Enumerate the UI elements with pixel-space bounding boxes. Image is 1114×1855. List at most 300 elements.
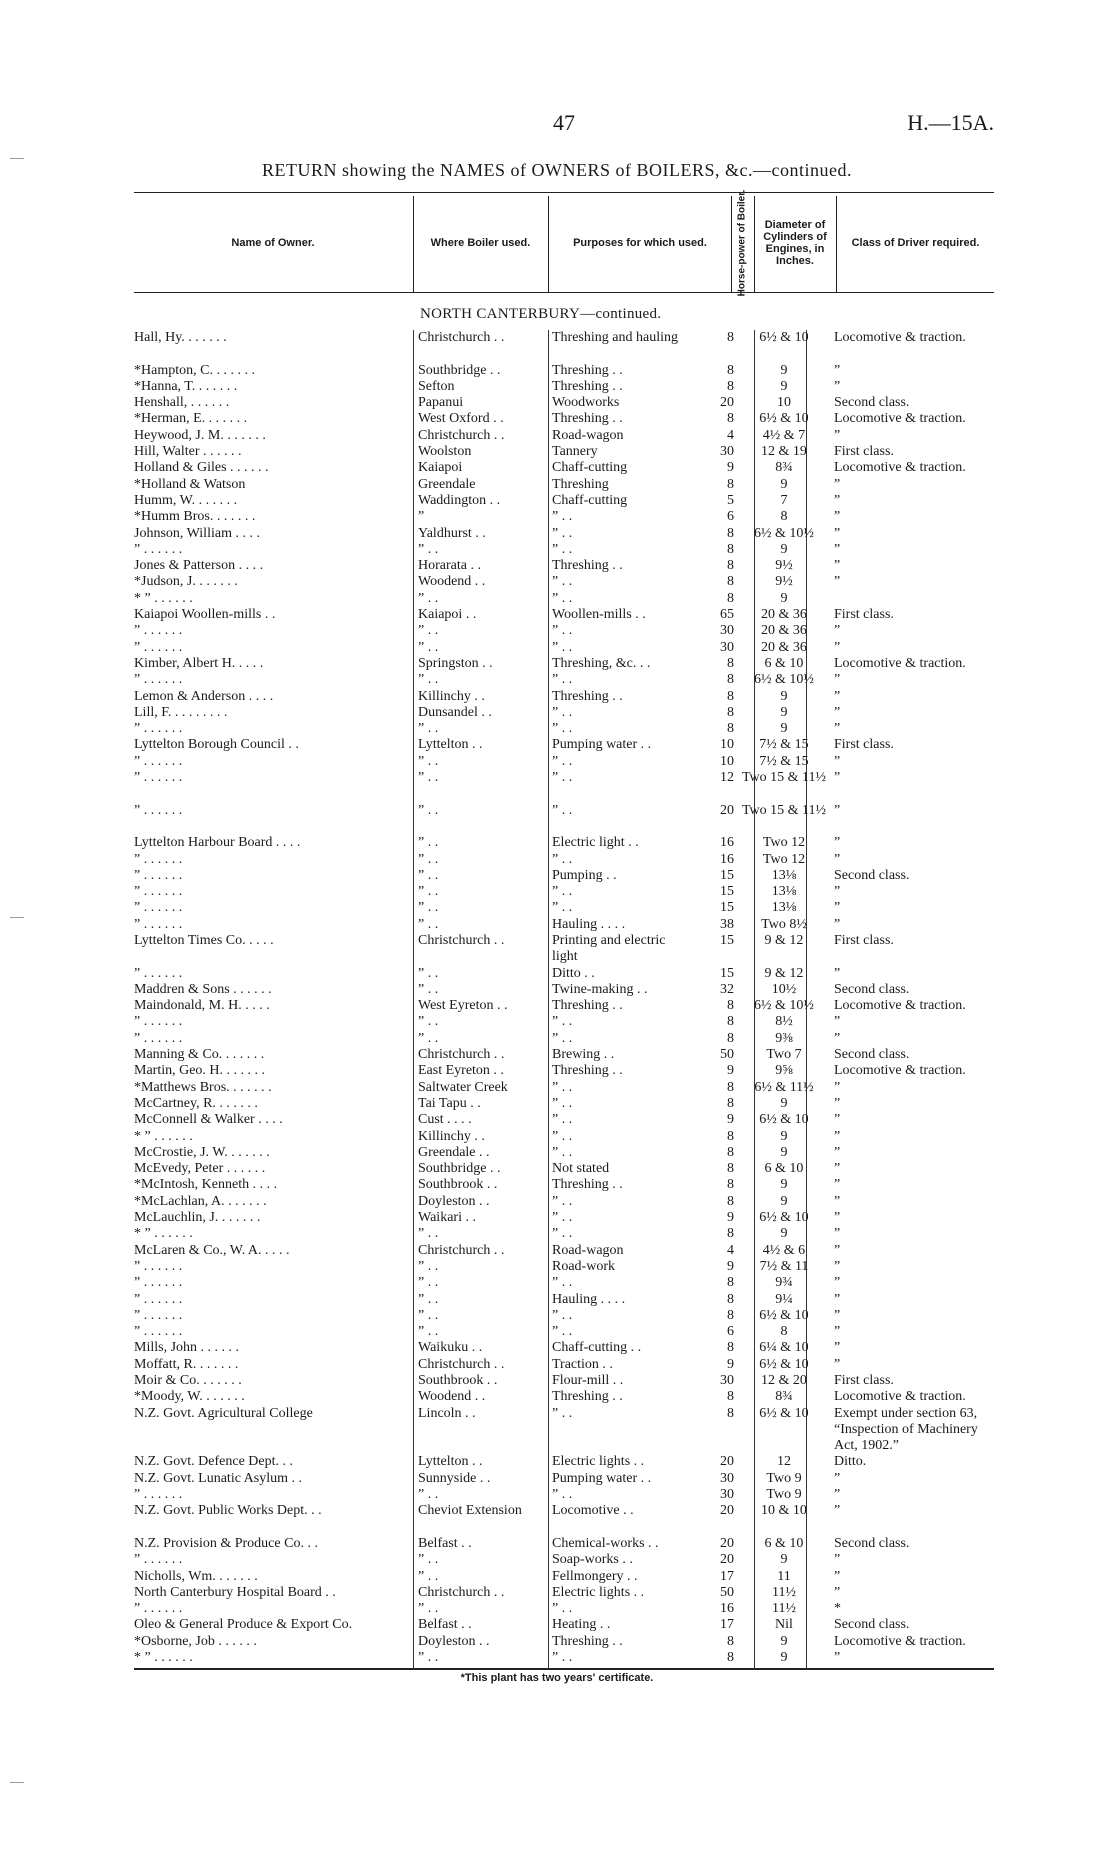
col-header-cylinders: Diameter of Cylinders of Engines, in Inches. (763, 219, 827, 267)
purpose-cell: Threshing . . (552, 558, 623, 574)
cylinder-diameter-cell: 6¼ & 10 (759, 1340, 809, 1356)
cylinder-diameter-cell: 6 & 10 (764, 655, 804, 671)
table-row (134, 1031, 994, 1047)
cylinder-diameter-cell: 8¾ (775, 1389, 793, 1405)
horse-power-cell: 8 (727, 1193, 734, 1209)
col-header-purpose: Purposes for which used. (573, 237, 707, 249)
horse-power-cell: 8 (727, 721, 734, 737)
horse-power-cell: 8 (727, 1128, 734, 1144)
where-used-cell: Christchurch . . (418, 427, 505, 443)
purpose-cell: Threshing . . (552, 1389, 623, 1405)
cylinder-diameter-cell: 9 (780, 1144, 788, 1160)
owners-table (134, 330, 994, 1666)
purpose-cell: Twine-making . . (552, 981, 648, 997)
cylinder-diameter-cell: 10 (777, 395, 791, 411)
table-row (134, 884, 994, 900)
table-row (134, 966, 994, 982)
table-row (134, 1634, 994, 1650)
where-used-cell: ” . . (418, 753, 439, 769)
purpose-cell: ” . . (552, 541, 573, 557)
driver-class-cell: ” (834, 1161, 841, 1177)
cylinder-diameter-cell: 6½ & 11½ (754, 1079, 814, 1095)
table-row (134, 672, 994, 688)
horse-power-cell: 30 (720, 1487, 734, 1503)
driver-class-cell: ” (834, 721, 841, 737)
driver-class-cell: ” (834, 1079, 841, 1095)
purpose-cell: Electric lights . . (552, 1454, 645, 1470)
cylinder-diameter-cell: 9 (780, 541, 788, 557)
horse-power-cell: 8 (727, 362, 734, 378)
driver-class-cell: Second class. (834, 1535, 910, 1551)
purpose-cell: Threshing, &c. . . (552, 655, 651, 671)
where-used-cell: Christchurch . . (418, 1584, 505, 1600)
where-used-cell: Woolston (418, 444, 472, 460)
purpose-cell: ” . . (552, 672, 573, 688)
purpose-cell: ” . . (552, 1210, 573, 1226)
table-row (134, 574, 994, 590)
purpose-cell: ” . . (552, 1405, 573, 1421)
table-row (134, 1389, 994, 1405)
purpose-cell: Traction . . (552, 1356, 613, 1372)
driver-class-cell: ” (834, 770, 841, 786)
where-used-cell: Lyttelton . . (418, 737, 483, 753)
purpose-cell: Not stated (552, 1161, 610, 1177)
table-row (134, 917, 994, 933)
purpose-cell: ” . . (552, 1307, 573, 1323)
horse-power-cell: 15 (720, 900, 734, 916)
purpose-cell: ” . . (552, 1014, 573, 1030)
where-used-cell: Springston . . (418, 655, 493, 671)
purpose-cell: ” . . (552, 851, 573, 867)
where-used-cell: Waddington . . (418, 492, 501, 508)
where-used-cell: ” . . (418, 1552, 439, 1568)
horse-power-cell: 6 (727, 509, 734, 525)
cylinder-diameter-cell: 10 & 10 (761, 1503, 807, 1519)
owner-name-cell: ” . . . . . . (134, 1552, 183, 1568)
horse-power-cell: 9 (727, 1112, 734, 1128)
table-row (134, 1226, 994, 1242)
purpose-cell: ” . . (552, 1487, 573, 1503)
page-number: 47 (553, 110, 575, 135)
where-used-cell: Doyleston . . (418, 1633, 490, 1649)
where-used-cell: Tai Tapu . . (418, 1095, 481, 1111)
owner-name-cell: McCartney, R. . . . . . . (134, 1095, 258, 1111)
owner-name-cell: Moffatt, R. . . . . . . (134, 1356, 239, 1372)
owner-name-cell: Lemon & Anderson . . . . (134, 688, 274, 704)
horse-power-cell: 17 (720, 1568, 734, 1584)
purpose-cell: ” . . (552, 802, 573, 818)
table-row (134, 1569, 994, 1585)
purpose-cell: Threshing . . (552, 1633, 623, 1649)
driver-class-cell: ” (834, 525, 841, 541)
driver-class-cell: ” (834, 1356, 841, 1372)
table-row (134, 721, 994, 737)
cylinder-diameter-cell: 13⅛ (771, 867, 797, 883)
purpose-cell: Threshing . . (552, 1177, 623, 1193)
cylinder-diameter-cell: 7½ & 11 (759, 1258, 809, 1274)
margin-mark (10, 917, 24, 918)
driver-class-cell: ” (834, 427, 841, 443)
cylinder-diameter-cell: 9 (780, 1095, 788, 1111)
horse-power-cell: 8 (727, 541, 734, 557)
horse-power-cell: 20 (720, 1454, 734, 1470)
horse-power-cell: 20 (720, 395, 734, 411)
owner-name-cell: Lyttelton Borough Council . . (134, 737, 299, 753)
horse-power-cell: 5 (727, 492, 734, 508)
purpose-cell: Woodworks (552, 395, 620, 411)
cylinder-diameter-cell: 6½ & 10 (759, 1210, 809, 1226)
owner-name-cell: *Matthews Bros. . . . . . . (134, 1079, 272, 1095)
driver-class-cell: ” (834, 1030, 841, 1046)
table-row (134, 1292, 994, 1308)
driver-class-cell: ” (834, 1503, 841, 1519)
driver-class-cell: ” (834, 1258, 841, 1274)
driver-class-cell: ” (834, 558, 841, 574)
horse-power-cell: 17 (720, 1617, 734, 1633)
purpose-cell: Electric light . . (552, 835, 639, 851)
driver-class-cell: Locomotive & traction. (834, 998, 966, 1014)
purpose-cell: Tannery (552, 444, 598, 460)
driver-class-cell: First class. (834, 607, 894, 623)
purpose-cell: Threshing . . (552, 1063, 623, 1079)
purpose-cell: Threshing . . (552, 378, 623, 394)
cylinder-diameter-cell: 6½ & 10½ (754, 525, 814, 541)
horse-power-cell: 8 (727, 655, 734, 671)
where-used-cell: West Eyreton . . (418, 998, 508, 1014)
purpose-cell: ” . . (552, 623, 573, 639)
owner-name-cell: Lyttelton Times Co. . . . . (134, 932, 274, 948)
owner-name-cell: N.Z. Provision & Produce Co. . . (134, 1535, 318, 1551)
horse-power-cell: 8 (727, 1405, 734, 1421)
driver-class-cell: ” (834, 1112, 841, 1128)
table-row (134, 477, 994, 493)
driver-class-cell: ” (834, 835, 841, 851)
owner-name-cell: Lill, F. . . . . . . . . (134, 704, 228, 720)
driver-class-cell: Locomotive & traction. (834, 460, 966, 476)
horse-power-cell: 16 (720, 851, 734, 867)
purpose-cell: Road-wagon (552, 427, 624, 443)
purpose-cell: ” . . (552, 1128, 573, 1144)
purpose-cell: Threshing . . (552, 688, 623, 704)
table-row (134, 640, 994, 656)
purpose-cell: Threshing and hauling (552, 330, 678, 345)
horse-power-cell: 8 (727, 411, 734, 427)
purpose-cell: Pumping water . . (552, 1470, 652, 1486)
owner-name-cell: ” . . . . . . (134, 639, 183, 655)
owner-name-cell: * ” . . . . . . (134, 1128, 193, 1144)
cylinder-diameter-cell: 9½ (775, 574, 793, 590)
horse-power-cell: 65 (720, 607, 734, 623)
owner-name-cell: McEvedy, Peter . . . . . . (134, 1161, 266, 1177)
table-row (134, 558, 994, 574)
where-used-cell: ” . . (418, 1568, 439, 1584)
cylinder-diameter-cell: Two 9 (766, 1470, 802, 1486)
driver-class-cell: ” (834, 688, 841, 704)
where-used-cell: Christchurch . . (418, 932, 505, 948)
table-row (134, 705, 994, 721)
owner-name-cell: Oleo & General Produce & Export Co. (134, 1617, 353, 1633)
purpose-cell: ” . . (552, 574, 573, 590)
purpose-cell: Chaff-cutting . . (552, 1340, 642, 1356)
purpose-cell: Threshing . . (552, 362, 623, 378)
margin-mark (10, 1782, 24, 1783)
where-used-cell: Cheviot Extension (418, 1503, 522, 1519)
where-used-cell: Killinchy . . (418, 688, 485, 704)
where-used-cell: Kaiapoi (418, 460, 463, 476)
where-used-cell: ” . . (418, 851, 439, 867)
where-used-cell: ” . . (418, 835, 439, 851)
table-row (134, 411, 994, 427)
table-row (134, 1487, 994, 1503)
cylinder-diameter-cell: 9⅝ (775, 1063, 793, 1079)
table-row (134, 1308, 994, 1324)
driver-class-cell: ” (834, 1568, 841, 1584)
horse-power-cell: 12 (720, 770, 734, 786)
where-used-cell: ” . . (418, 639, 439, 655)
driver-class-cell: ” (834, 900, 841, 916)
table-row (134, 737, 994, 753)
table-row (134, 1177, 994, 1193)
driver-class-cell: ” (834, 1340, 841, 1356)
horse-power-cell: 8 (727, 378, 734, 394)
where-used-cell: ” . . (418, 590, 439, 606)
owner-name-cell: N.Z. Govt. Defence Dept. . . (134, 1454, 294, 1470)
driver-class-cell: ” (834, 623, 841, 639)
purpose-cell: ” . . (552, 1193, 573, 1209)
table-row (134, 900, 994, 916)
table-row (134, 460, 994, 476)
purpose-cell: Pumping water . . (552, 737, 652, 753)
table-row (134, 1145, 994, 1161)
cylinder-diameter-cell: 20 & 36 (761, 607, 807, 623)
horse-power-cell: 8 (727, 476, 734, 492)
where-used-cell: Waikari . . (418, 1210, 476, 1226)
owner-name-cell: Holland & Giles . . . . . . (134, 460, 269, 476)
col-header-hp-text: Horse-power of Boiler. (736, 189, 748, 297)
owner-name-cell: ” . . . . . . (134, 1030, 183, 1046)
owner-name-cell: N.Z. Govt. Public Works Dept. . . (134, 1503, 322, 1519)
table-row (134, 1601, 994, 1617)
table-row (134, 1112, 994, 1128)
where-used-cell: ” . . (418, 802, 439, 818)
purpose-cell: Hauling . . . . (552, 1291, 626, 1307)
margin-mark (10, 158, 24, 159)
table-row (134, 1210, 994, 1226)
cylinder-diameter-cell: 12 (777, 1454, 791, 1470)
horse-power-cell: 8 (727, 1291, 734, 1307)
driver-class-cell: Second class. (834, 1047, 910, 1063)
section-heading: NORTH CANTERBURY—continued. (420, 306, 662, 322)
driver-class-cell: Second class. (834, 981, 910, 997)
owner-name-cell: ” . . . . . . (134, 541, 183, 557)
driver-class-cell: Second class. (834, 1617, 910, 1633)
table-row (134, 1129, 994, 1145)
owner-name-cell: *McIntosh, Kenneth . . . . (134, 1177, 278, 1193)
driver-class-cell: ” (834, 753, 841, 769)
cylinder-diameter-cell: 8½ (775, 1014, 793, 1030)
driver-class-cell: First class. (834, 444, 894, 460)
top-rule (134, 192, 994, 193)
cylinder-diameter-cell: 7½ & 15 (759, 753, 809, 769)
purpose-cell: Threshing (552, 476, 609, 492)
owner-name-cell: Heywood, J. M. . . . . . . (134, 427, 266, 443)
driver-class-cell: Locomotive & traction. (834, 1063, 966, 1079)
owner-name-cell: McCrostie, J. W. . . . . . . (134, 1144, 270, 1160)
table-row (134, 395, 994, 411)
owner-name-cell: N.Z. Govt. Agricultural College (134, 1405, 313, 1421)
owner-name-cell: Kimber, Albert H. . . . . (134, 655, 264, 671)
owner-name-cell: ” . . . . . . (134, 770, 183, 786)
table-row (134, 1406, 994, 1455)
purpose-cell: ” . . (552, 1144, 573, 1160)
owner-name-cell: Manning & Co. . . . . . . (134, 1047, 265, 1063)
driver-class-cell: ” (834, 378, 841, 394)
horse-power-cell: 30 (720, 623, 734, 639)
owner-name-cell: *Herman, E. . . . . . . (134, 411, 248, 427)
where-used-cell: Woodend . . (418, 574, 486, 590)
cylinder-diameter-cell: 9¾ (775, 1275, 793, 1291)
horse-power-cell: 8 (727, 1226, 734, 1242)
bottom-rule (134, 1668, 994, 1670)
where-used-cell: ” . . (418, 1324, 439, 1340)
cylinder-diameter-cell: 6½ & 10 (759, 330, 809, 345)
cylinder-diameter-cell: 6½ & 10 (759, 1112, 809, 1128)
purpose-cell: Brewing . . (552, 1047, 615, 1063)
where-used-cell: Belfast . . (418, 1617, 472, 1633)
driver-class-cell: Locomotive & traction. (834, 1633, 966, 1649)
where-used-cell: ” . . (418, 900, 439, 916)
owner-name-cell: Maindonald, M. H. . . . . (134, 998, 270, 1014)
table-row (134, 1552, 994, 1568)
horse-power-cell: 8 (727, 1161, 734, 1177)
table-row (134, 1259, 994, 1275)
where-used-cell: Christchurch . . (418, 1356, 505, 1372)
owner-name-cell: Maddren & Sons . . . . . . (134, 981, 272, 997)
horse-power-cell: 16 (720, 1601, 734, 1617)
where-used-cell: ” . . (418, 1030, 439, 1046)
horse-power-cell: 20 (720, 802, 734, 818)
driver-class-cell: Ditto. (834, 1454, 867, 1470)
where-used-cell: Christchurch . . (418, 1242, 505, 1258)
owner-name-cell: McLauchlin, J. . . . . . . (134, 1210, 261, 1226)
where-used-cell: Sefton (418, 378, 455, 394)
owner-name-cell: ” . . . . . . (134, 867, 183, 883)
horse-power-cell: 6 (727, 1324, 734, 1340)
cylinder-diameter-cell: 13⅛ (771, 884, 797, 900)
owner-name-cell: ” . . . . . . (134, 1014, 183, 1030)
purpose-cell: Locomotive . . (552, 1503, 634, 1519)
cylinder-diameter-cell: 6½ & 10 (759, 1405, 809, 1421)
owner-name-cell: ” . . . . . . (134, 1291, 183, 1307)
driver-class-cell: Exempt under section 63, “Inspection of Machinery Act, 1902.” (834, 1405, 978, 1453)
where-used-cell: Christchurch . . (418, 330, 505, 345)
horse-power-cell: 32 (720, 981, 734, 997)
cylinder-diameter-cell: 10½ (771, 981, 797, 997)
driver-class-cell: ” (834, 1242, 841, 1258)
cylinder-diameter-cell: 11 (777, 1568, 791, 1584)
cylinder-diameter-cell: 6 & 10 (764, 1535, 804, 1551)
owner-name-cell: *Hampton, C. . . . . . . (134, 362, 255, 378)
cylinder-diameter-cell: 4½ & 6 (762, 1242, 806, 1258)
table-row (134, 998, 994, 1014)
horse-power-cell: 4 (727, 427, 734, 443)
horse-power-cell: 8 (727, 1633, 734, 1649)
table-row (134, 1650, 994, 1666)
purpose-cell: ” . . (552, 1275, 573, 1291)
table-row (134, 363, 994, 379)
where-used-cell: ” (418, 509, 425, 525)
cylinder-diameter-cell: Two 7 (766, 1047, 802, 1063)
owner-name-cell: McConnell & Walker . . . . (134, 1112, 283, 1128)
where-used-cell: Sunnyside . . (418, 1470, 491, 1486)
header-rule (134, 292, 994, 293)
where-used-cell: ” . . (418, 623, 439, 639)
driver-class-cell: ” (834, 802, 841, 818)
col-header-class: Class of Driver required. (851, 237, 980, 249)
cylinder-diameter-cell: 9 (780, 704, 788, 720)
cylinder-diameter-cell: 9⅜ (775, 1030, 793, 1046)
where-used-cell: Belfast . . (418, 1535, 472, 1551)
cylinder-diameter-cell: Nil (775, 1617, 793, 1633)
owner-name-cell: ” . . . . . . (134, 1487, 183, 1503)
table-row (134, 542, 994, 558)
horse-power-cell: 8 (727, 1340, 734, 1356)
horse-power-cell: 20 (720, 1503, 734, 1519)
table-title: RETURN showing the NAMES of OWNERS of BOILERS, &c.—continued. (262, 160, 852, 180)
owner-name-cell: ” . . . . . . (134, 965, 183, 981)
document-reference: H.—15A. (907, 110, 994, 135)
where-used-cell: Lyttelton . . (418, 1454, 483, 1470)
where-used-cell: ” . . (418, 916, 439, 932)
where-used-cell: ” . . (418, 672, 439, 688)
driver-class-cell: ” (834, 1487, 841, 1503)
cylinder-diameter-cell: 9 & 12 (764, 932, 804, 948)
purpose-cell: ” . . (552, 1650, 573, 1666)
purpose-cell: Hauling . . . . (552, 916, 626, 932)
horse-power-cell: 30 (720, 639, 734, 655)
driver-class-cell: Locomotive & traction. (834, 655, 966, 671)
horse-power-cell: 8 (727, 1275, 734, 1291)
horse-power-cell: 8 (727, 1014, 734, 1030)
driver-class-cell: * (834, 1601, 841, 1617)
purpose-cell: Threshing . . (552, 998, 623, 1014)
purpose-cell: Heating . . (552, 1617, 611, 1633)
table-row (134, 1243, 994, 1259)
cylinder-diameter-cell: 9 (780, 378, 788, 394)
horse-power-cell: 8 (727, 1389, 734, 1405)
cylinder-diameter-cell: Two 15 & 11½ (741, 802, 827, 818)
owner-name-cell: *Osborne, Job . . . . . . (134, 1633, 257, 1649)
driver-class-cell: First class. (834, 1373, 894, 1388)
where-used-cell: ” . . (418, 1291, 439, 1307)
driver-class-cell: ” (834, 851, 841, 867)
cylinder-diameter-cell: 9 (780, 688, 788, 704)
owner-name-cell: ” . . . . . . (134, 672, 183, 688)
horse-power-cell: 30 (720, 1373, 734, 1388)
owner-name-cell: *Moody, W. . . . . . . (134, 1389, 245, 1405)
owner-name-cell: ” . . . . . . (134, 900, 183, 916)
cylinder-diameter-cell: Two 9 (766, 1487, 802, 1503)
table-row (134, 526, 994, 542)
cylinder-diameter-cell: 9 (780, 476, 788, 492)
horse-power-cell: 8 (727, 704, 734, 720)
driver-class-cell: First class. (834, 932, 894, 948)
driver-class-cell: ” (834, 1470, 841, 1486)
purpose-cell: ” . . (552, 884, 573, 900)
horse-power-cell: 15 (720, 965, 734, 981)
driver-class-cell: First class. (834, 737, 894, 753)
where-used-cell: ” . . (418, 721, 439, 737)
